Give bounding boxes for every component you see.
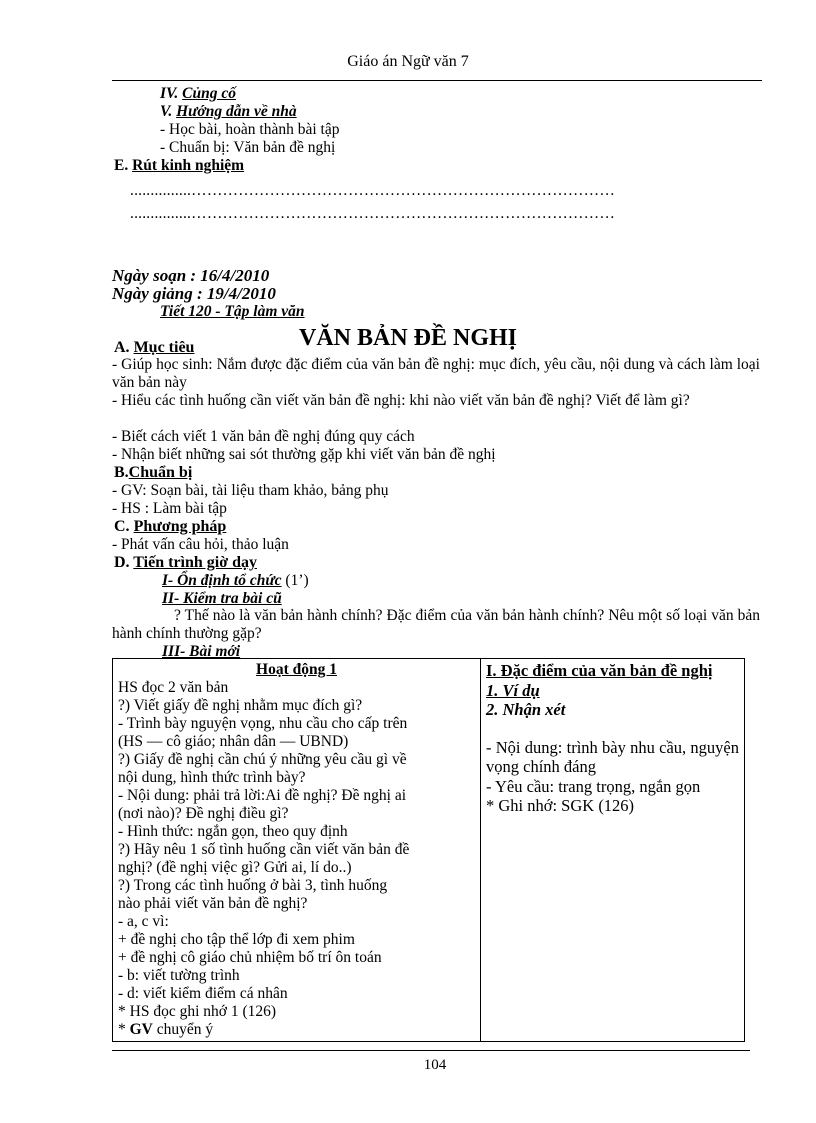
section-a-label: Mục tiêu <box>133 339 195 356</box>
activity-line: ?) Viết giấy đề nghị nhằm mục đích gì? <box>118 697 363 714</box>
content-heading: I. Đặc điểm của văn bản đề nghị <box>486 661 713 680</box>
activity-line: (nơi nào)? Đề nghị điều gì? <box>118 805 289 822</box>
section-e <box>114 157 244 175</box>
preparation-line: - GV: Soạn bài, tài liệu tham khảo, bảng phụ <box>112 482 389 499</box>
item-iv <box>160 85 236 103</box>
activity-line: - Hình thức: ngắn gọn, theo quy định <box>118 823 348 840</box>
content-sub2: 2. Nhận xét <box>486 700 566 719</box>
last-bold: GV <box>129 1021 153 1038</box>
section-e-label: Rút kinh nghiệm <box>132 157 245 174</box>
step-1 <box>162 572 309 590</box>
activity-line: ?) Trong các tình huống ở bài 3, tình huống <box>118 877 388 894</box>
content-cell <box>481 659 745 1042</box>
lesson-title: VĂN BẢN ĐỀ NGHỊ <box>298 325 517 351</box>
activity-line: nội dung, hình thức trình bày? <box>118 769 306 786</box>
step-1-label: I- Ổn định tổ chức <box>162 572 282 589</box>
date-taught: Ngày giảng : 19/4/2010 <box>112 284 276 303</box>
item-v-label: Hướng dẫn về nhà <box>176 103 297 120</box>
section-e-num: E. <box>114 157 129 174</box>
activity-line: (HS — cô giáo; nhân dân — UBND) <box>118 733 349 750</box>
activity-line: - d: viết kiểm điểm cá nhân <box>118 985 288 1002</box>
activity-line: nghị? (đề nghị việc gì? Gửi ai, lí do..) <box>118 859 352 876</box>
section-b <box>114 464 192 482</box>
home-line: - Học bài, hoàn thành bài tập <box>160 121 340 138</box>
content-sub1: 1. Ví dụ <box>486 680 540 700</box>
item-v-num: V. <box>160 103 173 120</box>
activity-line: * HS đọc ghi nhớ 1 (126) <box>118 1003 277 1020</box>
period: Tiết 120 - Tập làm văn <box>160 303 305 320</box>
activity-line: HS đọc 2 văn bản <box>118 679 229 696</box>
section-a <box>114 339 194 357</box>
step-2: II- Kiểm tra bài cũ <box>162 590 282 607</box>
section-c <box>114 518 226 536</box>
content-line: - Yêu cầu: trang trọng, ngắn gọn <box>486 776 701 796</box>
objective: - Hiểu các tình huống cần viết văn bản đề nghị: khi nào viết văn bản đề nghị? Viết để làm gì? <box>112 392 690 409</box>
activity-last-line <box>118 1021 475 1039</box>
last-text: chuyển ý <box>152 1021 214 1038</box>
last-prefix: * <box>118 1021 130 1038</box>
section-c-label: Phương pháp <box>133 518 227 535</box>
dot-line: ...............……………………………………………………………………… <box>130 182 616 199</box>
section-d <box>114 554 257 572</box>
activity-line: ?) Hãy nêu 1 số tình huống cần viết văn bản đề <box>118 841 410 858</box>
header-rule <box>112 80 762 81</box>
objective: - Giúp học sinh: Nắm được đặc điểm của văn bản đề nghị: mục đích, yêu cầu, nội dung và cách làm loại văn bản này <box>112 356 760 391</box>
step-3: III- Bài mới <box>162 643 241 660</box>
preparation-line: - HS : Làm bài tập <box>112 500 227 517</box>
activity-line: nào phải viết văn bản đề nghị? <box>118 895 308 912</box>
activity-line: + đề nghị cô giáo chủ nhiệm bố trí ôn toán <box>118 949 382 966</box>
item-iv-label: Củng cố <box>182 85 236 102</box>
item-iv-num: IV. <box>160 85 179 102</box>
content-line: * Ghi nhớ: SGK (126) <box>486 796 635 815</box>
activity-line: - Trình bày nguyện vọng, nhu cầu cho cấp trên <box>118 715 408 732</box>
section-a-num: A. <box>114 339 130 356</box>
section-c-num: C. <box>114 518 130 535</box>
activity-line: - a, c vì: <box>118 913 169 930</box>
objective: - Biết cách viết 1 văn bản đề nghị đúng quy cách <box>112 428 415 445</box>
activity-line: - Nội dung: phải trả lời:Ai đề nghị? Đề nghị ai <box>118 787 406 804</box>
dot-line: ...............……………………………………………………………………… <box>130 205 616 222</box>
section-d-label: Tiến trình giờ dạy <box>133 554 257 571</box>
section-b-label: Chuẩn bị <box>128 464 193 481</box>
section-b-num: B. <box>114 464 129 481</box>
step-1-time: (1’) <box>281 572 309 589</box>
page-number: 104 <box>423 1057 447 1073</box>
section-d-num: D. <box>114 554 130 571</box>
header-title: Giáo án Ngữ văn 7 <box>347 53 469 70</box>
activity-line: ?) Giấy đề nghị cần chú ý những yêu cầu gì về <box>118 751 407 768</box>
activity-line: + đề nghị cho tập thể lớp đi xem phim <box>118 931 355 948</box>
check-question: ? Thế nào là văn bản hành chính? Đặc điểm của văn bản hành chính? Nêu một số loại văn bản hành chính thường gặp? <box>112 607 760 642</box>
content-line: - Nội dung: trình bày nhu cầu, nguyện vọng chính đáng <box>486 737 739 776</box>
method-line: - Phát vấn câu hỏi, thảo luận <box>112 536 289 553</box>
item-v <box>160 103 297 121</box>
activity-heading: Hoạt động 1 <box>256 661 337 678</box>
activity-cell <box>113 659 481 1042</box>
home-line: - Chuẩn bị: Văn bản đề nghị <box>160 139 336 156</box>
footer-rule <box>112 1050 750 1051</box>
activity-table <box>112 658 745 1042</box>
activity-line: - b: viết tường trình <box>118 967 240 984</box>
objective: - Nhận biết những sai sót thường gặp khi viết văn bản đề nghị <box>112 446 496 463</box>
date-prepared: Ngày soạn : 16/4/2010 <box>112 266 270 285</box>
